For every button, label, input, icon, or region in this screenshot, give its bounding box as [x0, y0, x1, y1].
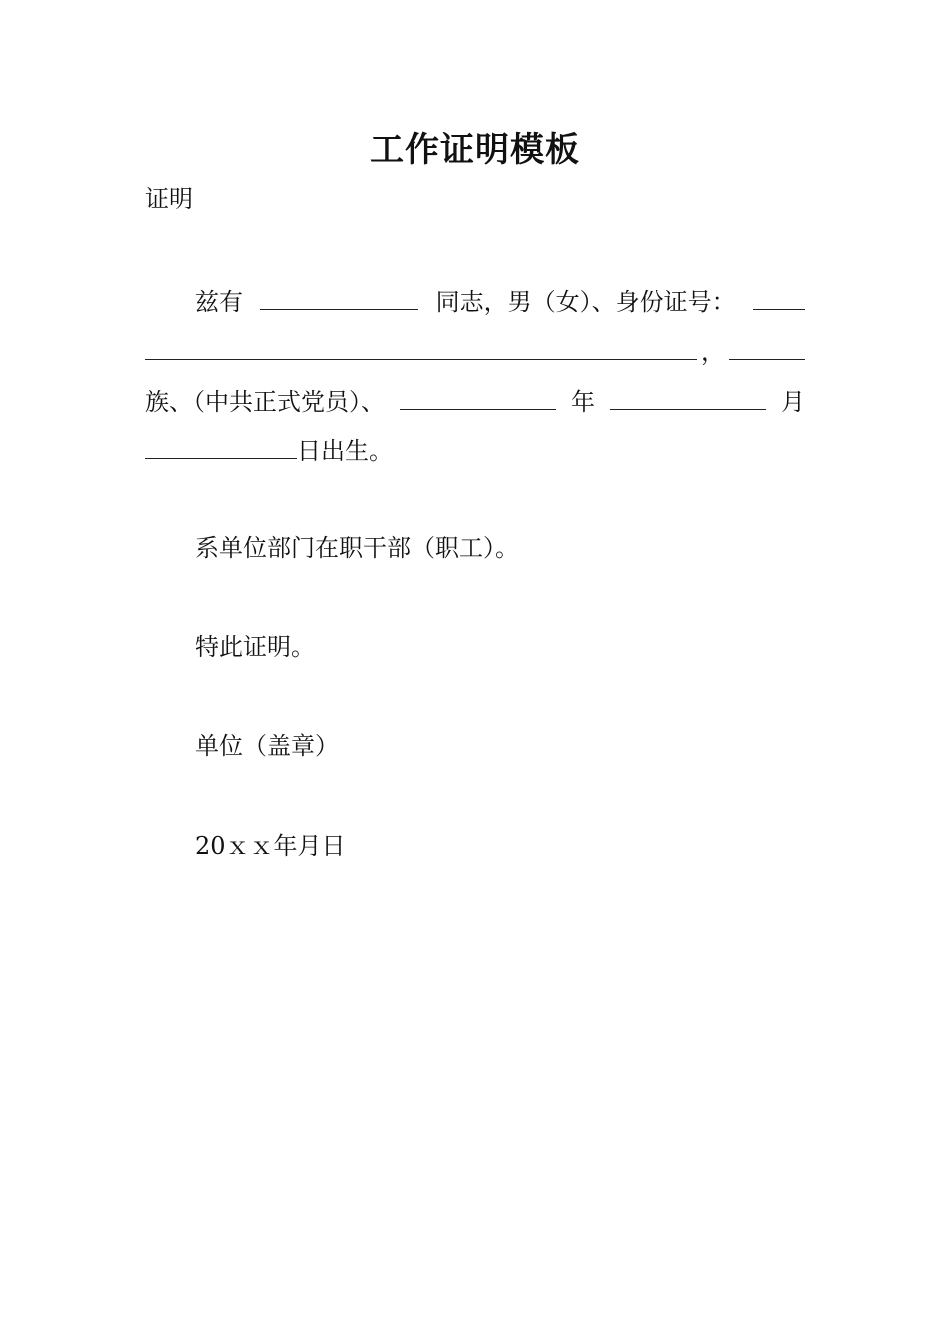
birth-month-blank[interactable] — [610, 383, 766, 410]
document-title: 工作证明模板 — [370, 130, 580, 170]
paragraph-line-1 — [195, 283, 805, 319]
month-text: 月 — [781, 388, 805, 416]
ethnicity-party-text: 族、（中共正式党员）、 — [145, 388, 385, 416]
year-text: 年 — [571, 388, 595, 416]
paragraph-line-3 — [145, 383, 805, 419]
name-blank[interactable] — [260, 283, 418, 310]
signature-line: 单位（盖章） — [195, 732, 339, 760]
id-number-blank[interactable] — [145, 333, 697, 360]
employment-paragraph: 系单位部门在职干部（职工）。 — [195, 534, 519, 562]
date-line: 20ｘｘ年月日 — [195, 832, 346, 860]
paragraph-line-4 — [145, 432, 805, 468]
certify-paragraph: 特此证明。 — [195, 633, 315, 661]
paragraph-line-2 — [145, 333, 805, 369]
ethnicity-blank[interactable] — [729, 333, 805, 360]
id-number-blank-start[interactable] — [753, 283, 805, 310]
text-gender-id: 同志，男（女）、身份证号： — [435, 288, 736, 316]
text-prefix: 兹有 — [195, 288, 243, 316]
comma-text: ， — [701, 338, 725, 366]
birth-day-blank[interactable] — [145, 432, 297, 459]
birth-year-blank[interactable] — [400, 383, 556, 410]
certificate-heading: 证明 — [145, 185, 193, 213]
birth-text: 日出生。 — [297, 437, 393, 465]
